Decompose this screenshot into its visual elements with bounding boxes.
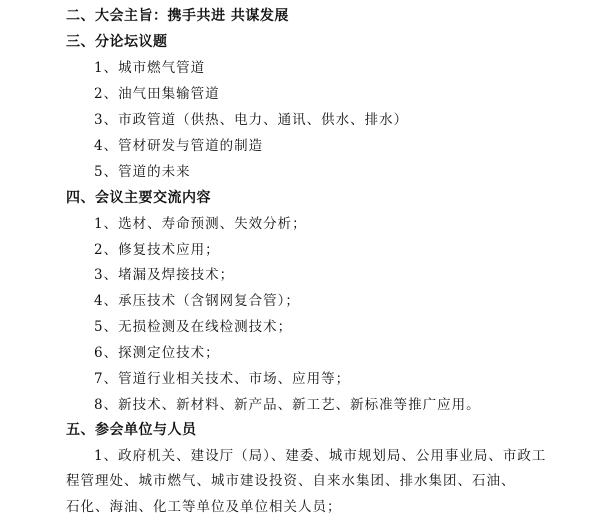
list-item: 2、修复技术应用； [94,242,220,258]
list-item: 7、管道行业相关技术、市场、应用等； [94,371,351,387]
list-item: 6、探测定位技术； [94,345,220,361]
section-4-heading: 四、会议主要交流内容 [66,190,211,206]
section-2-heading: 二、大会主旨：携手共进 共谋发展 [66,8,289,24]
list-item: 4、管材研发与管道的制造 [94,138,264,154]
list-item: 5、管道的未来 [94,164,191,180]
list-item: 8、新技术、新材料、新产品、新工艺、新标准等推广应用。 [94,397,481,413]
section-3-heading: 三、分论坛议题 [66,34,168,50]
list-item: 1、选材、寿命预测、失效分析； [94,216,307,232]
paragraph-line: 1、政府机关、建设厅（局）、建委、城市规划局、公用事业局、市政工 [94,448,547,464]
paragraph-line: 程管理处、城市燃气、城市建设投资、自来水集团、排水集团、石油、 [66,473,516,489]
list-item: 3、市政管道（供热、电力、通讯、供水、排水） [94,112,409,128]
list-item: 1、城市燃气管道 [94,60,206,76]
section-5-heading: 五、参会单位与人员 [66,422,197,438]
paragraph-line: 石化、海油、化工等单位及单位相关人员； [66,499,342,515]
list-item: 2、油气田集输管道 [94,86,220,102]
list-item: 5、无损检测及在线检测技术； [94,319,293,335]
list-item: 3、堵漏及焊接技术； [94,267,235,283]
list-item: 4、承压技术（含钢网复合管）； [94,293,300,309]
